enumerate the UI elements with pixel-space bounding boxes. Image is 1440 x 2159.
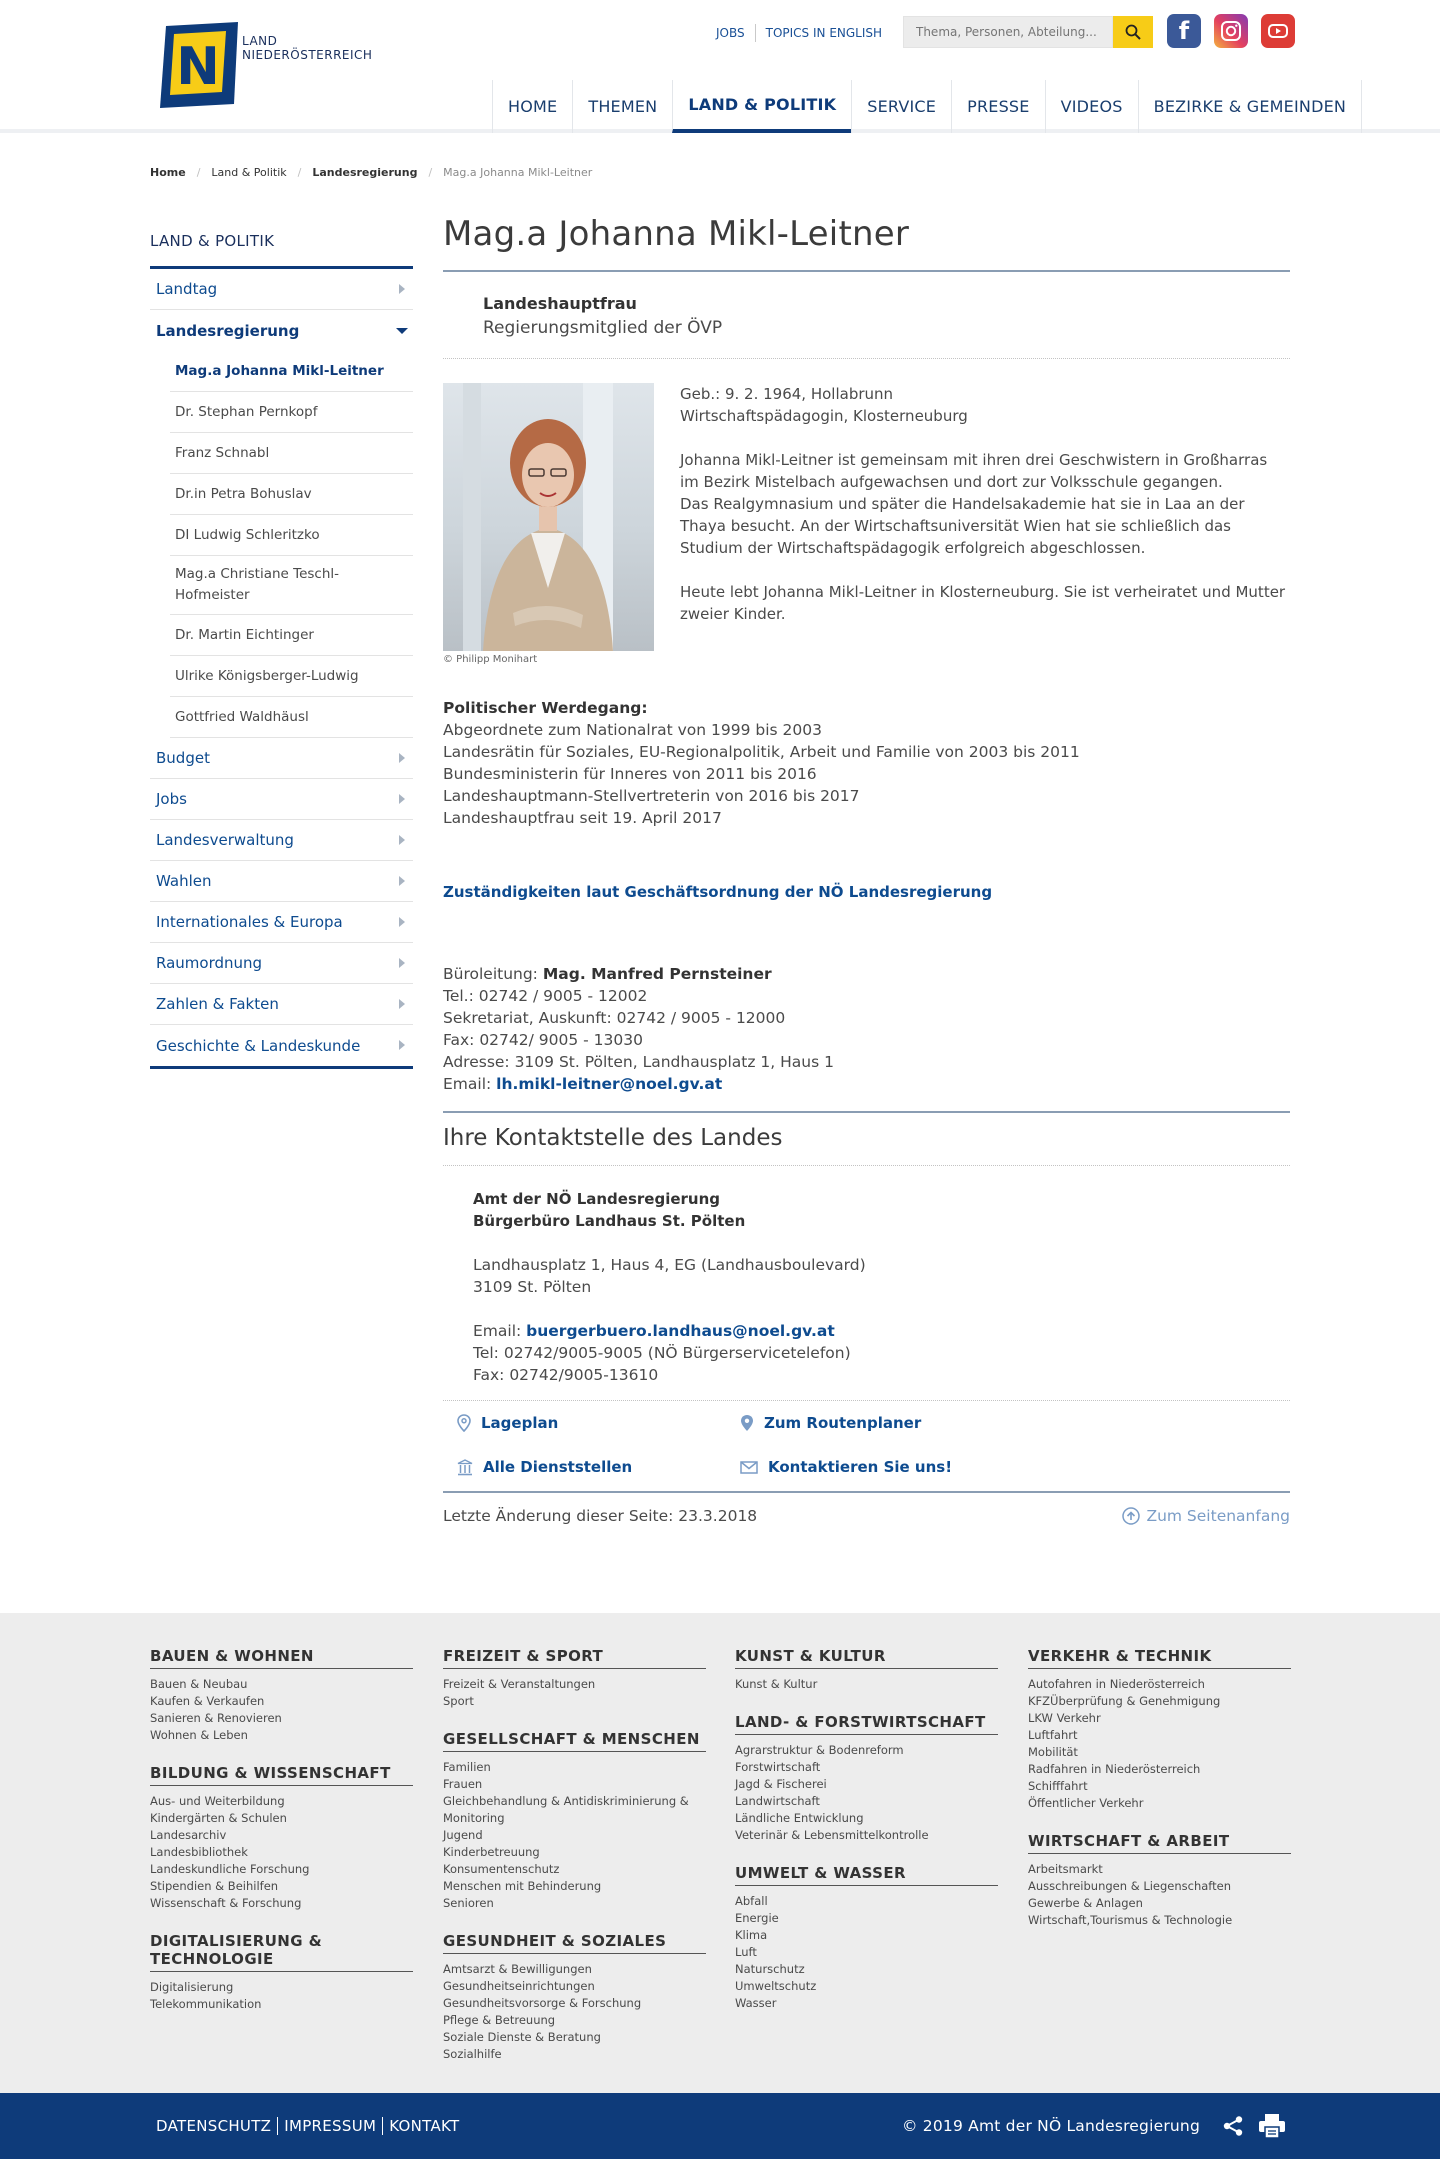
sidebar-item-budget[interactable] (150, 738, 413, 779)
footer-heading[interactable]: GESUNDHEIT & SOZIALES (443, 1932, 706, 1954)
career-item: Landeshauptmann-Stellvertreterin von 2016 bis 2017 (443, 787, 860, 805)
share-icon[interactable] (1222, 2115, 1244, 2137)
footer-link[interactable]: Senioren (443, 1896, 494, 1910)
sidebar-nav (150, 266, 413, 1069)
breadcrumb-separator: / (428, 166, 433, 179)
sidebar-subitem-mikl-leitner[interactable]: Mag.a Johanna Mikl-Leitner (170, 351, 413, 392)
footer-link[interactable]: Amtsarzt & Bewilligungen (443, 1962, 592, 1976)
sidebar-item-landesregierung[interactable] (150, 310, 413, 351)
sidebar-item-wahlen[interactable] (150, 861, 413, 902)
footer-heading[interactable]: KUNST & KULTUR (735, 1647, 998, 1669)
site-footer (0, 1613, 1440, 2093)
footer-link[interactable]: Kinderbetreuung (443, 1845, 540, 1859)
top-link-jobs[interactable]: JOBS (716, 26, 745, 40)
contact-tel: Tel: 02742/9005-9005 (NÖ Bürgerservicetelefon) (473, 1344, 851, 1362)
search-button[interactable] (1113, 16, 1153, 48)
bio-section (443, 383, 1290, 683)
sidebar-item-label: Geschichte & Landeskunde (156, 1036, 361, 1055)
sidebar-title: LAND & POLITIK (150, 232, 275, 250)
footer-link[interactable]: Aus- und Weiterbildung (150, 1794, 285, 1808)
site-header (0, 0, 1440, 133)
nav-service[interactable]: SERVICE (851, 80, 951, 133)
footer-column-3 (735, 1647, 998, 2032)
office-tel: Tel.: 02742 / 9005 - 12002 (443, 987, 648, 1005)
sidebar-item-label: Zahlen & Fakten (156, 995, 279, 1013)
contact-org: Amt der NÖ Landesregierung (473, 1190, 721, 1208)
contact-block (443, 1166, 1290, 1401)
nav-land-politik[interactable]: LAND & POLITIK (672, 80, 851, 133)
mail-icon (740, 1461, 758, 1474)
footer-link[interactable]: Sport (443, 1694, 474, 1708)
map-link-label: Lageplan (481, 1414, 559, 1432)
footer-link[interactable]: Sanieren & Renovieren (150, 1711, 282, 1725)
chevron-right-icon (399, 917, 405, 927)
instagram-icon[interactable] (1214, 14, 1248, 48)
footer-link[interactable]: Wirtschaft,Tourismus & Technologie (1028, 1913, 1233, 1927)
footer-link[interactable]: Abfall (735, 1894, 768, 1908)
sidebar-item-label: Raumordnung (156, 954, 263, 972)
footer-link[interactable]: Menschen mit Behinderung (443, 1879, 602, 1893)
footer-heading[interactable]: LAND- & FORSTWIRTSCHAFT (735, 1713, 998, 1735)
responsibilities-link[interactable]: Zuständigkeiten laut Geschäftsordnung der NÖ Landesregierung (443, 883, 993, 901)
sidebar-item-label: Landtag (156, 280, 218, 298)
office-address: Adresse: 3109 St. Pölten, Landhausplatz 1, Haus 1 (443, 1053, 834, 1071)
all-offices-link[interactable] (457, 1455, 740, 1479)
sidebar-subitem-waldhaeusl[interactable]: Gottfried Waldhäusl (170, 697, 413, 738)
sidebar-submenu (170, 351, 413, 738)
footer-link[interactable]: Wissenschaft & Forschung (150, 1896, 302, 1910)
footer-link[interactable]: Klima (735, 1928, 768, 1942)
sidebar-item-raumordnung[interactable] (150, 943, 413, 984)
route-planner-label: Zum Routenplaner (764, 1414, 922, 1432)
youtube-icon[interactable] (1261, 14, 1295, 48)
role-subtitle: Regierungsmitglied der ÖVP (483, 318, 723, 338)
contact-us-label: Kontaktieren Sie uns! (768, 1458, 953, 1476)
footer-link[interactable]: Stipendien & Beihilfen (150, 1879, 279, 1893)
back-to-top-label: Zum Seitenanfang (1146, 1507, 1290, 1525)
career-item: Landeshauptfrau seit 19. April 2017 (443, 809, 722, 827)
logo-text (242, 34, 372, 62)
main-content (443, 208, 1290, 1543)
footer-link[interactable]: Kindergärten & Schulen (150, 1811, 287, 1825)
footer-heading[interactable]: VERKEHR & TECHNIK (1028, 1647, 1291, 1669)
footer-link[interactable]: Umweltschutz (735, 1979, 817, 1993)
bottom-bar (0, 2093, 1440, 2159)
bio-today: Heute lebt Johanna Mikl-Leitner in Klosterneuburg. Sie ist verheiratet und Mutter zweier Kinder. (680, 583, 1286, 623)
footer-link[interactable]: Energie (735, 1911, 779, 1925)
footer-link[interactable]: Forstwirtschaft (735, 1760, 821, 1774)
sidebar-subitem-eichtinger[interactable]: Dr. Martin Eichtinger (170, 615, 413, 656)
breadcrumb (150, 166, 592, 179)
breadcrumb-land-politik[interactable]: Land & Politik (211, 166, 287, 179)
page-meta (443, 1493, 1290, 1543)
sidebar-item-label: Internationales & Europa (156, 913, 343, 931)
office-email-link[interactable]: lh.mikl-leitner@noel.gv.at (496, 1075, 723, 1093)
sidebar-subitem-schleritzko[interactable]: DI Ludwig Schleritzko (170, 515, 413, 556)
breadcrumb-home[interactable]: Home (150, 166, 186, 179)
back-to-top-link[interactable] (1122, 1507, 1290, 1525)
role-title: Landeshauptfrau (483, 294, 637, 313)
last-updated: Letzte Änderung dieser Seite: 23.3.2018 (443, 1507, 758, 1525)
office-info (443, 963, 1290, 1113)
footer-link[interactable]: Sozialhilfe (443, 2047, 502, 2061)
building-icon (457, 1459, 473, 1476)
footer-link[interactable]: Pflege & Betreuung (443, 2013, 556, 2027)
sidebar-subitem-schnabl[interactable]: Franz Schnabl (170, 433, 413, 474)
bio-education: Das Realgymnasium und später die Handelsakademie hat sie in Laa an der Thaya besucht. An der Wirtschaftsuniversität Wien hat sie schließlich das Studium der Wirtschaftspädagogik erfolgreich abgeschlossen. (680, 495, 1245, 557)
kontakt-link[interactable]: KONTAKT (382, 2117, 465, 2135)
footer-link[interactable]: Luft (735, 1945, 757, 1959)
main-nav (492, 80, 1362, 133)
footer-link[interactable]: Freizeit & Veranstaltungen (443, 1677, 596, 1691)
office-fax: Fax: 02742/ 9005 - 13030 (443, 1031, 643, 1049)
svg-text:N: N (176, 37, 220, 97)
footer-link[interactable]: Soziale Dienste & Beratung (443, 2030, 601, 2044)
footer-column-1 (150, 1647, 413, 2033)
footer-link[interactable]: Arbeitsmarkt (1028, 1862, 1103, 1876)
career-item: Abgeordnete zum Nationalrat von 1999 bis 2003 (443, 721, 822, 739)
footer-link[interactable]: Naturschutz (735, 1962, 805, 1976)
footer-link[interactable]: Kunst & Kultur (735, 1677, 818, 1691)
search-icon (1125, 24, 1141, 40)
bio-profession: Wirtschaftspädagogin, Klosterneuburg (680, 407, 968, 425)
footer-link[interactable]: Familien (443, 1760, 491, 1774)
sidebar-subitem-pernkopf[interactable]: Dr. Stephan Pernkopf (170, 392, 413, 433)
chevron-right-icon (399, 999, 405, 1009)
breadcrumb-current: Mag.a Johanna Mikl-Leitner (443, 166, 593, 179)
location-pin-icon (457, 1414, 471, 1432)
footer-link[interactable]: Ausschreibungen & Liegenschaften (1028, 1879, 1232, 1893)
contact-address-2: 3109 St. Pölten (473, 1278, 592, 1296)
bio-birth: Geb.: 9. 2. 1964, Hollabrunn (680, 385, 894, 403)
footer-link[interactable]: Landwirtschaft (735, 1794, 820, 1808)
sidebar-item-label: Jobs (156, 790, 187, 808)
footer-link[interactable]: Gewerbe & Anlagen (1028, 1896, 1143, 1910)
career-section (443, 697, 1290, 829)
sidebar-subitem-teschl-hofmeister[interactable]: Mag.a Christiane Teschl-Hofmeister (170, 556, 413, 615)
bottom-links (150, 2117, 465, 2135)
footer-link[interactable]: Landesbibliothek (150, 1845, 248, 1859)
footer-link[interactable]: Luftfahrt (1028, 1728, 1078, 1742)
sidebar-item-jobs[interactable] (150, 779, 413, 820)
sidebar-item-landtag[interactable] (150, 269, 413, 310)
logo[interactable] (160, 22, 240, 108)
footer-heading[interactable]: GESELLSCHAFT & MENSCHEN (443, 1730, 706, 1752)
logo-text-line-2: NIEDERÖSTERREICH (242, 48, 373, 62)
nav-presse[interactable]: PRESSE (951, 80, 1045, 133)
contact-links (443, 1401, 1290, 1493)
footer-link[interactable]: Mobilität (1028, 1745, 1078, 1759)
chevron-right-icon (399, 876, 405, 886)
all-offices-label: Alle Dienststellen (483, 1458, 633, 1476)
map-link[interactable] (457, 1411, 740, 1435)
sidebar-subitem-koenigsberger-ludwig[interactable]: Ulrike Königsberger-Ludwig (170, 656, 413, 697)
role-block (443, 272, 1290, 359)
footer-link[interactable]: Jagd & Fischerei (735, 1777, 827, 1791)
chevron-right-icon (399, 958, 405, 968)
contact-title: Ihre Kontaktstelle des Landes (443, 1113, 1290, 1166)
footer-column-2 (443, 1647, 706, 2083)
sidebar-item-internationales[interactable] (150, 902, 413, 943)
facebook-icon[interactable]: f (1167, 14, 1201, 48)
footer-link[interactable]: Jugend (443, 1828, 483, 1842)
impressum-link[interactable]: IMPRESSUM (277, 2117, 382, 2135)
career-item: Landesrätin für Soziales, EU-Regionalpolitik, Arbeit und Familie von 2003 bis 2011 (443, 743, 1080, 761)
sidebar-item-label: Wahlen (156, 872, 212, 890)
bio-text (680, 383, 1290, 625)
footer-link[interactable]: Ländliche Entwicklung (735, 1811, 864, 1825)
chevron-down-icon (396, 328, 408, 334)
contact-address-1: Landhausplatz 1, Haus 4, EG (Landhausboulevard) (473, 1256, 866, 1274)
chevron-right-icon (399, 1040, 405, 1050)
footer-heading[interactable]: BILDUNG & WISSENSCHAFT (150, 1764, 413, 1786)
footer-heading[interactable]: BAUEN & WOHNEN (150, 1647, 413, 1669)
print-icon[interactable] (1258, 2113, 1286, 2139)
location-pin-icon (740, 1414, 754, 1432)
footer-link[interactable]: Bauen & Neubau (150, 1677, 248, 1691)
footer-link[interactable]: Landeskundliche Forschung (150, 1862, 310, 1876)
footer-link[interactable]: Wasser (735, 1996, 777, 2010)
footer-link[interactable]: Schifffahrt (1028, 1779, 1088, 1793)
footer-link[interactable]: Veterinär & Lebensmittelkontrolle (735, 1828, 929, 1842)
sidebar-item-geschichte[interactable] (150, 1025, 413, 1066)
footer-link[interactable]: Landesarchiv (150, 1828, 227, 1842)
search-input[interactable] (903, 16, 1113, 48)
chevron-right-icon (399, 835, 405, 845)
footer-link[interactable]: KFZÜberprüfung & Genehmigung (1028, 1694, 1221, 1708)
top-links (706, 24, 892, 42)
top-link-english[interactable]: TOPICS IN ENGLISH (755, 24, 892, 42)
chevron-right-icon (399, 753, 405, 763)
footer-link[interactable]: Frauen (443, 1777, 483, 1791)
contact-fax: Fax: 02742/9005-13610 (473, 1366, 659, 1384)
nav-themen[interactable]: THEMEN (572, 80, 672, 133)
nav-bezirke-gemeinden[interactable]: BEZIRKE & GEMEINDEN (1138, 80, 1362, 133)
office-name: Mag. Manfred Pernsteiner (542, 965, 772, 983)
footer-link[interactable]: Digitalisierung (150, 1980, 234, 1994)
office-secretariat: Sekretariat, Auskunft: 02742 / 9005 - 12000 (443, 1009, 786, 1027)
footer-link[interactable]: Gesundheitsvorsorge & Forschung (443, 1996, 642, 2010)
sidebar-item-label: Landesverwaltung (156, 831, 294, 849)
office-label: Büroleitung: (443, 965, 543, 983)
datenschutz-link[interactable]: DATENSCHUTZ (156, 2117, 272, 2135)
footer-heading[interactable]: UMWELT & WASSER (735, 1864, 998, 1886)
breadcrumb-separator: / (297, 166, 302, 179)
footer-heading[interactable]: FREIZEIT & SPORT (443, 1647, 706, 1669)
footer-heading[interactable]: WIRTSCHAFT & ARBEIT (1028, 1832, 1291, 1854)
route-planner-link[interactable] (740, 1411, 1040, 1435)
footer-link[interactable]: Autofahren in Niederösterreich (1028, 1677, 1205, 1691)
footer-link[interactable]: Gleichbehandlung & Antidiskriminierung & Monitoring (443, 1794, 689, 1825)
nav-home[interactable]: HOME (492, 80, 572, 133)
footer-link[interactable]: Agrarstruktur & Bodenreform (735, 1743, 904, 1757)
contact-email-link[interactable]: buergerbuero.landhaus@noel.gv.at (526, 1322, 835, 1340)
sidebar-item-zahlen-fakten[interactable] (150, 984, 413, 1025)
copyright: © 2019 Amt der NÖ Landesregierung (901, 2117, 1200, 2135)
footer-link[interactable]: Kaufen & Verkaufen (150, 1694, 265, 1708)
logo-text-line-1: LAND (242, 34, 278, 48)
arrow-up-circle-icon (1122, 1507, 1140, 1525)
chevron-right-icon (399, 794, 405, 804)
portrait-photo (443, 383, 654, 651)
nav-videos[interactable]: VIDEOS (1045, 80, 1138, 133)
chevron-right-icon (399, 284, 405, 294)
page-title: Mag.a Johanna Mikl-Leitner (443, 208, 1290, 272)
footer-link[interactable]: Gesundheitseinrichtungen (443, 1979, 595, 1993)
footer-heading[interactable]: DIGITALISIERUNG & TECHNOLOGIE (150, 1932, 413, 1972)
career-item: Bundesministerin für Inneres von 2011 bis 2016 (443, 765, 817, 783)
sidebar-item-label: Landesregierung (156, 321, 300, 340)
office-email-label: Email: (443, 1075, 497, 1093)
career-title: Politischer Werdegang: (443, 699, 648, 717)
breadcrumb-landesregierung[interactable]: Landesregierung (312, 166, 418, 179)
footer-link[interactable]: Öffentlicher Verkehr (1028, 1796, 1144, 1810)
footer-link[interactable]: Radfahren in Niederösterreich (1028, 1762, 1201, 1776)
sidebar-item-landesverwaltung[interactable] (150, 820, 413, 861)
contact-org-sub: Bürgerbüro Landhaus St. Pölten (473, 1212, 746, 1230)
photo-credit: © Philipp Monihart (443, 654, 538, 665)
contact-us-link[interactable] (740, 1455, 1040, 1479)
footer-column-4 (1028, 1647, 1291, 1949)
sidebar-item-label: Budget (156, 749, 210, 767)
bio-childhood: Johanna Mikl-Leitner ist gemeinsam mit ihren drei Geschwistern in Großharras im Bezirk Mistelbach aufgewachsen und dort zur Volksschule gegangen. (680, 451, 1268, 491)
footer-link[interactable]: LKW Verkehr (1028, 1711, 1101, 1725)
breadcrumb-separator: / (196, 166, 201, 179)
contact-email-label: Email: (473, 1322, 527, 1340)
footer-link[interactable]: Konsumentenschutz (443, 1862, 560, 1876)
footer-link[interactable]: Wohnen & Leben (150, 1728, 248, 1742)
sidebar-subitem-bohuslav[interactable]: Dr.in Petra Bohuslav (170, 474, 413, 515)
footer-link[interactable]: Telekommunikation (150, 1997, 262, 2011)
